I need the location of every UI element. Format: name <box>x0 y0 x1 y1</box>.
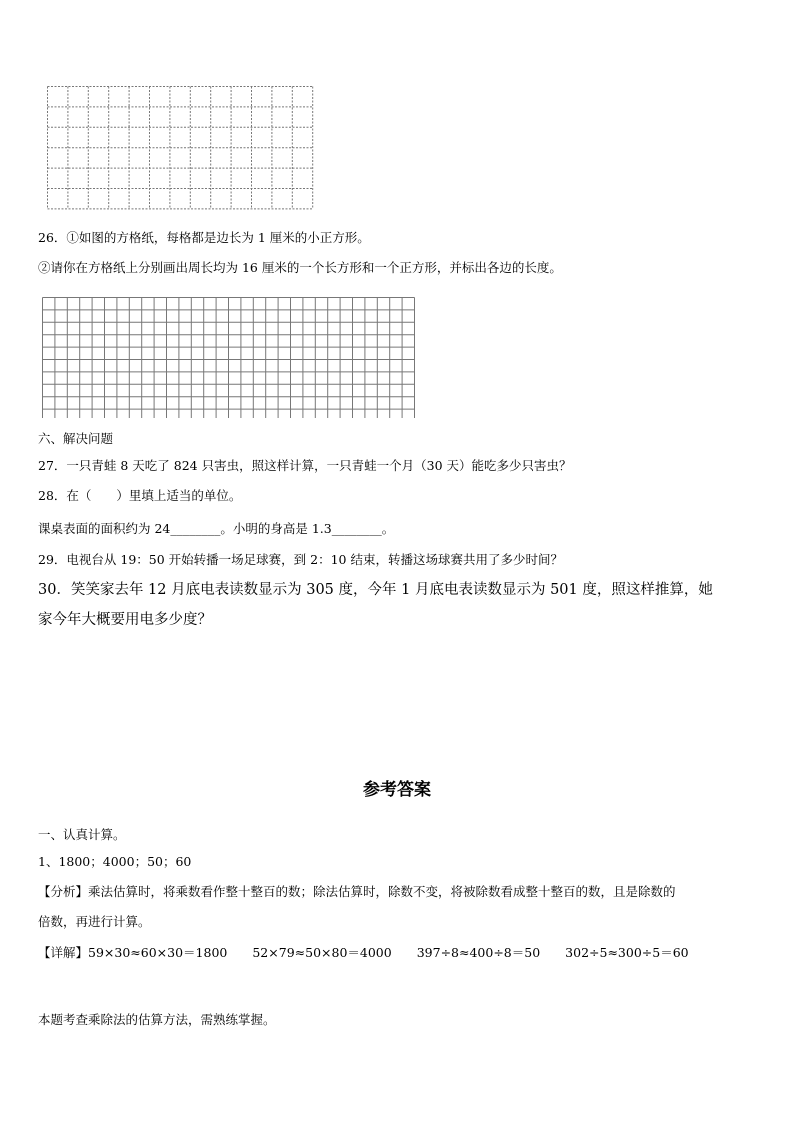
grid-paper-top <box>47 86 315 210</box>
analysis-line2: 倍数，再进行计算。 <box>38 914 151 929</box>
answers-title: 参考答案 <box>363 780 431 800</box>
question-26-line1: 26．①如图的方格纸，每格都是边长为 1 厘米的小正方形。 <box>38 230 370 245</box>
question-30-line1: 30．笑笑家去年 12 月底电表读数显示为 305 度，今年 1 月底电表读数显示为 501 度，照这样推算，她 <box>38 582 713 598</box>
summary-line: 本题考查乘除法的估算方法，需熟练掌握。 <box>38 1012 276 1027</box>
question-29: 29．电视台从 19：50 开始转播一场足球赛，到 2：10 结束，转播这场球赛共用了多少时间？ <box>38 552 563 567</box>
grid-paper-bottom <box>42 297 418 418</box>
question-28-sub: 课桌表面的面积约为 24________。小明的身高是 1.3________。 <box>38 521 395 536</box>
question-30-line2: 家今年大概要用电多少度？ <box>38 612 212 628</box>
detail-line: 【详解】59×30≈60×30＝1800 52×79≈50×80＝4000 397÷8≈400÷8＝50 302÷5≈300÷5＝60 <box>38 945 689 960</box>
question-26-line2: ②请你在方格纸上分别画出周长均为 16 厘米的一个长方形和一个正方形，并标出各边的长度。 <box>38 260 562 275</box>
section-6-heading: 六、解决问题 <box>38 431 114 446</box>
question-27: 27．一只青蛙 8 天吃了 824 只害虫，照这样计算，一只青蛙一个月（30 天）能吃多少只害虫？ <box>38 458 572 473</box>
question-28: 28．在（ ）里填上适当的单位。 <box>38 488 242 503</box>
answer-section-1: 一、认真计算。 <box>38 827 126 842</box>
answer-1: 1、1800；4000；50；60 <box>38 854 192 869</box>
analysis-line1: 【分析】乘法估算时，将乘数看作整十整百的数；除法估算时，除数不变，将被除数看成整十整百的数，且是除数的 <box>38 884 676 899</box>
